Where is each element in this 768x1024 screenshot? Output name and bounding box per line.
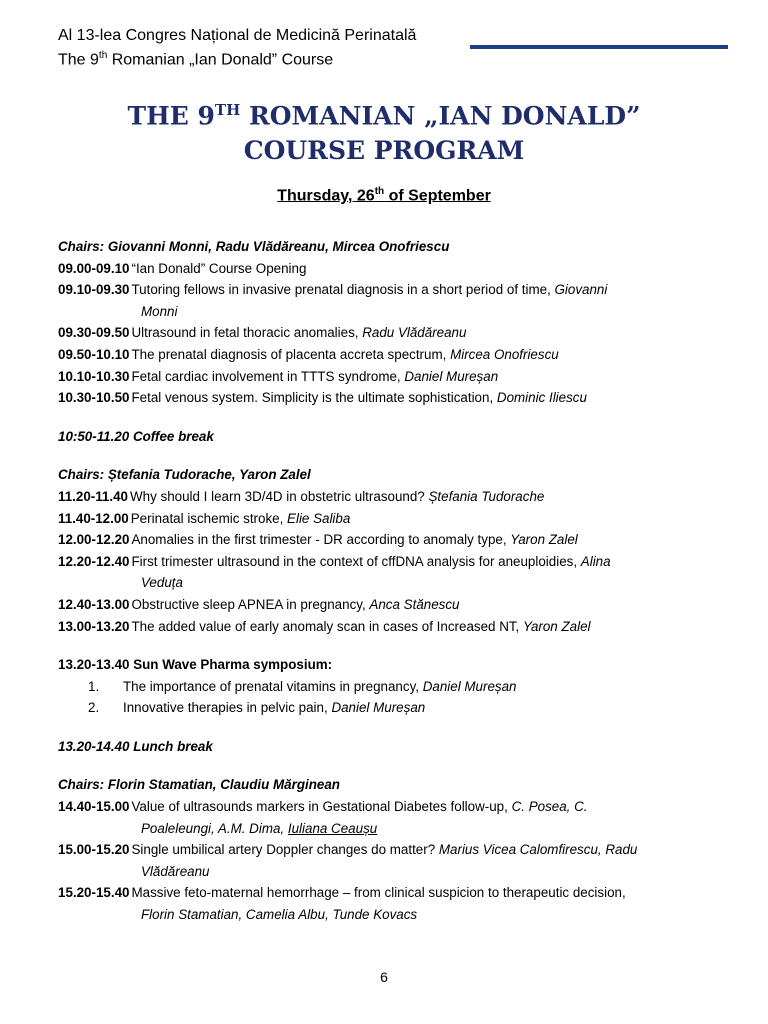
symposium-item <box>58 697 728 719</box>
row-title-wrap <box>129 551 610 573</box>
spacer <box>58 719 728 736</box>
header-course-sup: th <box>98 50 108 61</box>
row-speaker-continued: Monni <box>141 303 178 319</box>
row-time: 11.20-11.40 <box>58 488 128 504</box>
header-rule <box>470 45 728 49</box>
row-time: 09.00-09.10 <box>58 260 130 276</box>
schedule-row <box>58 594 728 616</box>
row-speaker: Alina <box>580 553 611 569</box>
row-time: 12.40-13.00 <box>58 596 130 612</box>
header-course-name <box>58 46 728 70</box>
row-title: The added value of early anomaly scan in cases of Increased NT, <box>131 618 524 634</box>
title-line1-suffix: ROMANIAN „IAN DONALD” <box>240 101 641 131</box>
row-time: 15.00-15.20 <box>58 842 130 858</box>
lunch-break: 13.20-14.40 Lunch break <box>58 738 213 754</box>
row-title: Perinatal ischemic stroke, <box>130 510 288 526</box>
row-time: 12.00-12.20 <box>58 532 130 548</box>
day-prefix: Thursday, 26 <box>277 187 375 205</box>
schedule-row <box>58 486 728 508</box>
row-title: Innovative therapies in pelvic pain, <box>123 700 332 716</box>
row-title: Ultrasound in fetal thoracic anomalies, <box>131 325 363 341</box>
row-title: Massive feto-maternal hemorrhage – from clinical suspicion to therapeutic decision, <box>131 885 626 901</box>
row-speaker: Dominic Iliescu <box>496 390 587 406</box>
row-title-wrap <box>129 322 466 344</box>
symposium-heading: 13.20-13.40 Sun Wave Pharma symposium: <box>58 657 333 673</box>
row-time: 14.40-15.00 <box>58 799 130 815</box>
row-speaker: Marius Vicea Calomfirescu, Radu <box>438 842 638 858</box>
row-title-wrap <box>129 366 498 388</box>
row-speaker: Ștefania Tudorache <box>428 488 545 504</box>
row-speaker-continued-text: Poaleleungi, A.M. Dima, <box>141 820 288 836</box>
row-time: 09.30-09.50 <box>58 325 130 341</box>
row-speaker: Daniel Mureșan <box>422 678 517 694</box>
schedule-row <box>58 796 728 818</box>
day-sup: th <box>374 186 385 197</box>
row-speaker: Anca Stănescu <box>369 596 460 612</box>
row-time: 10.30-10.50 <box>58 390 130 406</box>
schedule-row <box>58 387 728 409</box>
day-heading <box>0 186 768 205</box>
page-title <box>0 93 768 168</box>
schedule-row <box>58 344 728 366</box>
row-title: Fetal venous system. Simplicity is the ultimate sophistication, <box>131 390 497 406</box>
coffee-break: 10:50-11.20 Coffee break <box>58 428 214 444</box>
list-number: 1. <box>88 678 100 694</box>
row-title-wrap <box>129 344 558 366</box>
session3-chairs: Chairs: Florin Stamatian, Claudiu Mărginean <box>58 777 340 793</box>
schedule-row <box>58 529 728 551</box>
spacer <box>58 409 728 426</box>
row-time: 09.10-09.30 <box>58 282 130 298</box>
row-title: Tutoring fellows in invasive prenatal diagnosis in a short period of time, <box>131 282 555 298</box>
row-title-wrap <box>129 594 459 616</box>
row-title-wrap <box>129 796 587 818</box>
row-title-wrap <box>129 839 637 861</box>
schedule-row <box>58 616 728 638</box>
schedule-row <box>58 839 728 861</box>
row-title-wrap <box>129 616 590 638</box>
row-speaker: Giovanni <box>554 282 608 298</box>
row-time: 09.50-10.10 <box>58 346 130 362</box>
row-title: Why should I learn 3D/4D in obstetric ultrasound? <box>130 488 429 504</box>
row-title: Value of ultrasounds markers in Gestational Diabetes follow-up, <box>131 799 512 815</box>
row-time: 12.20-12.40 <box>58 553 130 569</box>
row-title: The prenatal diagnosis of placenta accreta spectrum, <box>131 346 451 362</box>
schedule-row <box>58 882 728 904</box>
symposium-item <box>58 676 728 698</box>
spacer <box>58 637 728 654</box>
row-speaker: Mircea Onofriescu <box>450 346 559 362</box>
program-schedule <box>58 236 728 926</box>
row-speaker: Radu Vlădăreanu <box>362 325 467 341</box>
row-speaker: Elie Saliba <box>287 510 351 526</box>
row-title-wrap <box>123 676 517 698</box>
header-course-prefix: The 9 <box>58 51 99 69</box>
page-number: 6 <box>380 969 388 985</box>
title-line1 <box>0 93 768 133</box>
row-speaker: Daniel Mureșan <box>404 368 499 384</box>
schedule-row <box>58 551 728 573</box>
row-speaker-continued <box>58 818 728 840</box>
schedule-row <box>58 366 728 388</box>
row-speaker-continued: Florin Stamatian, Camelia Albu, Tunde Kovacs <box>141 907 418 923</box>
row-title: The importance of prenatal vitamins in pregnancy, <box>123 678 423 694</box>
row-title-wrap <box>123 697 425 719</box>
row-time: 15.20-15.40 <box>58 885 130 901</box>
page-header <box>58 26 728 70</box>
schedule-row <box>58 258 728 280</box>
row-title-wrap <box>128 486 544 508</box>
row-title-wrap <box>129 279 607 301</box>
row-title-wrap <box>129 529 577 551</box>
row-time: 10.10-10.30 <box>58 368 130 384</box>
header-course-suffix: Romanian „Ian Donald” Course <box>107 51 334 69</box>
spacer <box>58 757 728 774</box>
title-line2: COURSE PROGRAM <box>243 136 525 166</box>
schedule-row <box>58 508 728 530</box>
session2-chairs: Chairs: Ștefania Tudorache, Yaron Zalel <box>58 467 311 483</box>
title-line1-sup: TH <box>214 101 241 119</box>
title-line1-prefix: THE 9 <box>127 101 215 131</box>
schedule-row <box>58 279 728 301</box>
header-congress-name: Al 13-lea Congres Național de Medicină Perinatală <box>58 27 417 44</box>
row-title: Obstructive sleep APNEA in pregnancy, <box>131 596 370 612</box>
spacer <box>58 447 728 464</box>
row-title: Fetal cardiac involvement in TTTS syndrome, <box>131 368 405 384</box>
row-title-wrap <box>129 387 586 409</box>
session1-chairs: Chairs: Giovanni Monni, Radu Vlădăreanu, Mircea Onofriescu <box>58 239 450 254</box>
list-number: 2. <box>88 700 100 716</box>
row-speaker: Yaron Zalel <box>510 532 578 548</box>
row-time: 11.40-12.00 <box>58 510 129 526</box>
schedule-row <box>58 322 728 344</box>
row-speaker: Daniel Mureșan <box>331 700 426 716</box>
row-title: Single umbilical artery Doppler changes do matter? <box>131 842 439 858</box>
row-speaker-underlined: Iuliana Ceaușu <box>287 820 378 836</box>
day-suffix: of September <box>384 187 491 205</box>
row-title: Anomalies in the first trimester - DR according to anomaly type, <box>131 532 511 548</box>
row-speaker-continued: Veduța <box>141 575 183 591</box>
row-title: “Ian Donald” Course Opening <box>131 260 307 276</box>
row-speaker: C. Posea, C. <box>511 799 588 815</box>
row-title: First trimester ultrasound in the context of cffDNA analysis for aneuploidies, <box>131 553 581 569</box>
row-speaker: Yaron Zalel <box>523 618 591 634</box>
row-title-wrap <box>129 508 351 530</box>
row-time: 13.00-13.20 <box>58 618 130 634</box>
row-speaker-continued: Vlădăreanu <box>141 863 210 879</box>
